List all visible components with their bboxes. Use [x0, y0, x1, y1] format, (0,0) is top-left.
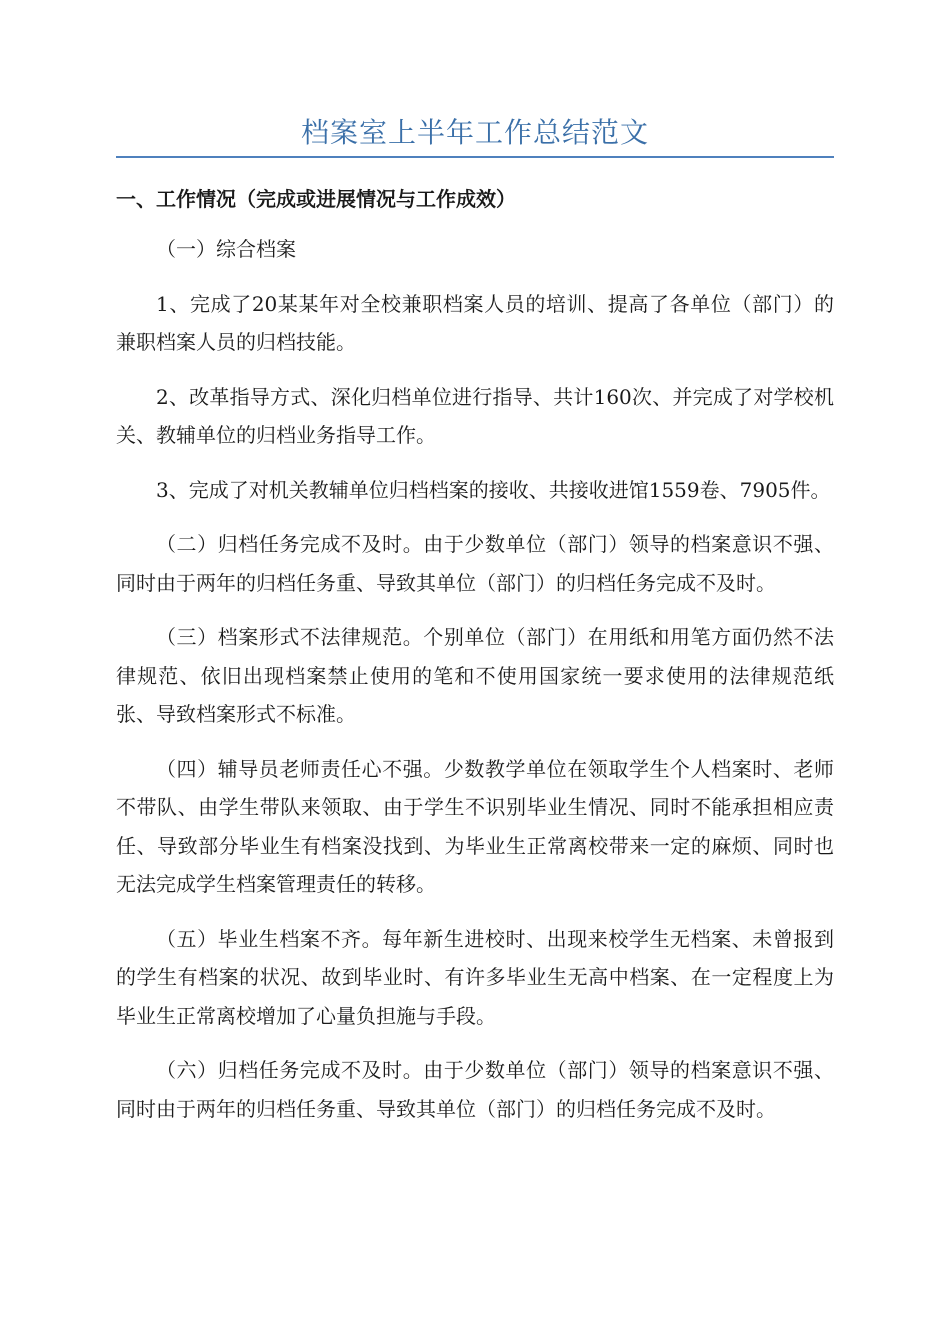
section-heading: 一、工作情况（完成或进展情况与工作成效） [116, 187, 516, 211]
paragraph-issue-5: （五）毕业生档案不齐。每年新生进校时、出现来校学生无档案、未曾报到的学生有档案的状况、故到毕业时、有许多毕业生无高中档案、在一定程度上为毕业生正常离校增加了心量负担施与手段。 [116, 926, 834, 1028]
title-underline [116, 156, 834, 158]
paragraph-item-2: 2、改革指导方式、深化归档单位进行指导、共计160次、并完成了对学校机关、教辅单位的归档业务指导工作。 [116, 384, 834, 447]
paragraph-item-3: 3、完成了对机关教辅单位归档档案的接收、共接收进馆1559卷、7905件。 [156, 477, 831, 502]
paragraph-issue-2: （二）归档任务完成不及时。由于少数单位（部门）领导的档案意识不强、同时由于两年的归档任务重、导致其单位（部门）的归档任务完成不及时。 [116, 532, 834, 595]
paragraph-issue-4: （四）辅导员老师责任心不强。少数教学单位在领取学生个人档案时、老师不带队、由学生带队来领取、由于学生不识别毕业生情况、同时不能承担相应责任、导致部分毕业生有档案没找到、为毕业生正常离校带来一定的麻烦、同时也无法完成学生档案管理责任的转移。 [116, 756, 834, 896]
paragraph-issue-6: （六）归档任务完成不及时。由于少数单位（部门）领导的档案意识不强、同时由于两年的归档任务重、导致其单位（部门）的归档任务完成不及时。 [116, 1058, 834, 1121]
paragraph-item-1: 1、完成了20某某年对全校兼职档案人员的培训、提高了各单位（部门）的兼职档案人员的归档技能。 [116, 291, 834, 354]
paragraph-issue-3: （三）档案形式不法律规范。个别单位（部门）在用纸和用笔方面仍然不法律规范、依旧出现档案禁止使用的笔和不使用国家统一要求使用的法律规范纸张、导致档案形式不标准。 [116, 625, 834, 726]
document-title: 档案室上半年工作总结范文 [300, 116, 649, 149]
subsection-comprehensive-archives: （一）综合档案 [156, 237, 296, 261]
document-page [116, 0, 834, 1128]
